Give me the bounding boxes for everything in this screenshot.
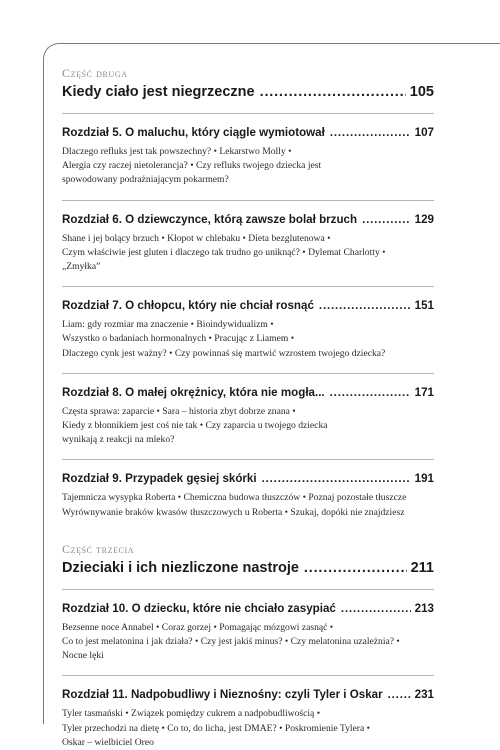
- part-label: Część trzecia: [62, 541, 135, 556]
- chapter-title: [62, 687, 434, 702]
- chapter-title-text: Rozdział 11. Nadpobudliwy i Nieznośny: czyli Tyler i Oskar: [62, 688, 383, 702]
- chapter-divider: [62, 459, 434, 460]
- description-line: Tyler przechodzi na dietę • Co to, do licha, jest DMAE? • Poskromienie Tylera •: [62, 722, 371, 734]
- description-line: Kiedy z błonnikiem jest coś nie tak • Czy zaparcia u twojego dziecka: [62, 420, 328, 432]
- description-line: wynikają z reakcji na mleko?: [62, 434, 175, 446]
- chapter-title: [62, 212, 434, 227]
- part-section: [62, 542, 434, 750]
- chapter-entry: [62, 471, 434, 519]
- dot-leader: [262, 471, 411, 486]
- dot-leader: [330, 385, 411, 400]
- dot-leader: [319, 298, 411, 313]
- chapter-title-text: Rozdział 6. O dziewczynce, którą zawsze bolał brzuch: [62, 212, 358, 226]
- chapter-entry: [62, 298, 434, 361]
- description-line: Tajemnicza wysypka Roberta • Chemiczna budowa tłuszczów • Poznaj pozostałe tłuszcze: [62, 492, 407, 504]
- part-title: [62, 83, 434, 101]
- description-line: Alergia czy raczej nietolerancja? • Czy refluks twojego dziecka jest: [62, 160, 322, 172]
- description-line: Oskar – wielbiciel Oreo: [62, 736, 154, 748]
- part-label: Część druga: [62, 66, 128, 80]
- chapter-title: [62, 298, 434, 313]
- description-line: Czym właściwie jest gluten i dlaczego tak trudno go uniknąć? • Dylemat Charlotty •: [62, 246, 386, 258]
- chapter-divider: [62, 200, 434, 201]
- part-section: [62, 66, 434, 520]
- dot-leader: [330, 125, 411, 140]
- dot-leader: [341, 601, 411, 616]
- dot-leader: [260, 83, 406, 101]
- chapter-title: [62, 385, 434, 400]
- chapter-page-number: 213: [414, 601, 434, 615]
- description-line: „Zmyłka”: [62, 261, 101, 273]
- description-line: Nocne lęki: [62, 650, 104, 662]
- chapter-description: [62, 318, 434, 361]
- part-title: [62, 559, 434, 577]
- chapter-page-number: 171: [414, 385, 434, 399]
- chapter-title: [62, 601, 434, 616]
- chapter-entry: [62, 601, 434, 664]
- chapter-divider: [62, 373, 434, 374]
- chapter-description: [62, 621, 434, 664]
- description-line: Liam: gdy rozmiar ma znaczenie • Bioindywidualizm •: [62, 319, 274, 331]
- chapter-entry: [62, 385, 434, 448]
- description-line: Wszystko o badaniach hormonalnych • Pracując z Liamem •: [62, 333, 295, 345]
- chapter-description: [62, 232, 434, 275]
- chapter-page-number: 191: [414, 472, 434, 486]
- chapter-page-number: 129: [414, 212, 434, 226]
- dot-leader: [388, 687, 411, 702]
- chapter-description: [62, 707, 434, 750]
- chapter-page-number: 151: [414, 299, 434, 313]
- chapter-entry: [62, 687, 434, 750]
- description-line: Bezsenne noce Annabel • Coraz gorzej • Pomagając mózgowi zasnąć •: [62, 621, 334, 633]
- chapter-page-number: 231: [414, 688, 434, 702]
- chapter-divider: [62, 113, 434, 114]
- chapter-title: [62, 471, 434, 486]
- dot-leader: [362, 212, 411, 227]
- chapter-divider: [62, 675, 434, 676]
- description-line: Tyler tasmański • Związek pomiędzy cukrem a nadpobudliwością •: [62, 708, 321, 720]
- part-page-number: 105: [409, 84, 434, 100]
- description-line: Co to jest melatonina i jak działa? • Czy jest jakiś minus? • Czy melatonina uzależnia? •: [62, 636, 400, 648]
- part-title-text: Kiedy ciało jest niegrzeczne: [62, 84, 255, 100]
- chapter-title-text: Rozdział 8. O małej okrężnicy, która nie mogła...: [62, 385, 325, 399]
- chapter-divider: [62, 286, 434, 287]
- chapter-entry: [62, 212, 434, 275]
- description-line: Shane i jej bolący brzuch • Kłopot w chlebaku • Dieta bezglutenowa •: [62, 232, 331, 244]
- description-line: Wyrównywanie braków kwasów tłuszczowych u Roberta • Szukaj, dopóki nie znajdziesz: [62, 506, 405, 518]
- chapter-entry: [62, 125, 434, 188]
- table-of-contents: [62, 66, 434, 750]
- chapter-title-text: Rozdział 10. O dziecku, które nie chciało zasypiać: [62, 601, 336, 615]
- chapter-title-text: Rozdział 7. O chłopcu, który nie chciał rosnąć: [62, 299, 314, 313]
- description-line: Dlaczego refluks jest tak powszechny? • Lekarstwo Molly •: [62, 146, 292, 157]
- description-line: spowodowany podrażniającym pokarmem?: [62, 174, 229, 186]
- chapter-divider: [62, 589, 434, 590]
- chapter-description: [62, 405, 434, 448]
- dot-leader: [304, 559, 407, 577]
- chapter-title-text: Rozdział 5. O maluchu, który ciągle wymiotował: [62, 126, 325, 139]
- chapter-title-text: Rozdział 9. Przypadek gęsiej skórki: [62, 472, 257, 486]
- chapter-title: [62, 125, 434, 140]
- description-line: Dlaczego cynk jest ważny? • Czy powinnaś się martwić wzrostem twojego dziecka?: [62, 347, 386, 359]
- part-title-text: Dzieciaki i ich niezliczone nastroje: [62, 559, 299, 576]
- description-line: Częsta sprawa: zaparcie • Sara – historia zbyt dobrze znana •: [62, 405, 296, 417]
- chapter-description: [62, 491, 434, 519]
- part-page-number: 211: [410, 559, 434, 576]
- chapter-page-number: 107: [414, 126, 434, 139]
- chapter-description: [62, 145, 434, 188]
